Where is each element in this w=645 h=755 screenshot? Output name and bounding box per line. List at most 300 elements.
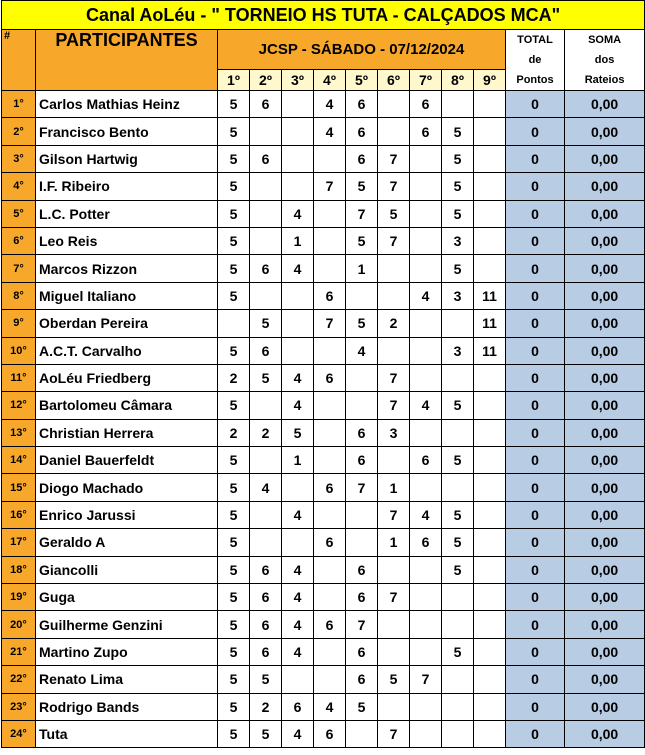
round-score-cell: 1 <box>378 529 410 556</box>
participant-name: Francisco Bento <box>36 118 218 145</box>
soma-rateios-cell: 0,00 <box>565 364 645 391</box>
round-score-cell: 5 <box>442 447 474 474</box>
round-score-cell <box>474 419 506 446</box>
soma-rateios-cell: 0,00 <box>565 282 645 309</box>
round-score-cell: 6 <box>250 556 282 583</box>
round-score-cell: 5 <box>218 584 250 611</box>
round-score-cell: 7 <box>378 501 410 528</box>
round-score-cell <box>314 419 346 446</box>
round-score-cell <box>378 447 410 474</box>
round-score-cell: 5 <box>442 255 474 282</box>
position-cell: 9° <box>2 310 36 337</box>
round-score-cell <box>410 145 442 172</box>
round-score-cell <box>282 173 314 200</box>
table-row <box>2 310 645 337</box>
round-score-cell <box>250 173 282 200</box>
round-score-cell: 11 <box>474 282 506 309</box>
total-points-cell: 0 <box>506 337 565 364</box>
round-score-cell: 7 <box>314 173 346 200</box>
round-score-cell: 6 <box>410 447 442 474</box>
table-row <box>2 282 645 309</box>
round-score-cell <box>314 145 346 172</box>
round-score-cell <box>346 282 378 309</box>
position-cell: 23° <box>2 693 36 720</box>
total-points-cell: 0 <box>506 584 565 611</box>
total-points-cell: 0 <box>506 474 565 501</box>
position-cell: 8° <box>2 282 36 309</box>
total-points-cell: 0 <box>506 364 565 391</box>
round-score-cell <box>474 720 506 747</box>
table-row <box>2 666 645 693</box>
participant-name: Marcos Rizzon <box>36 255 218 282</box>
table-row <box>2 638 645 665</box>
round-score-cell: 5 <box>346 173 378 200</box>
table-row <box>2 584 645 611</box>
round-header: 2º <box>250 70 282 91</box>
round-score-cell: 6 <box>250 337 282 364</box>
round-score-cell <box>474 638 506 665</box>
table-row <box>2 720 645 747</box>
participant-name: Oberdan Pereira <box>36 310 218 337</box>
table-row <box>2 227 645 254</box>
round-score-cell <box>474 556 506 583</box>
round-score-cell: 5 <box>218 529 250 556</box>
round-header: 6º <box>378 70 410 91</box>
round-score-cell <box>346 720 378 747</box>
round-score-cell <box>442 611 474 638</box>
table-row <box>2 529 645 556</box>
round-score-cell: 6 <box>410 118 442 145</box>
round-score-cell: 6 <box>314 474 346 501</box>
round-score-cell <box>314 666 346 693</box>
round-score-cell <box>474 364 506 391</box>
round-score-cell <box>378 282 410 309</box>
round-score-cell: 5 <box>346 693 378 720</box>
total-points-cell: 0 <box>506 666 565 693</box>
position-cell: 12° <box>2 392 36 419</box>
round-score-cell <box>474 118 506 145</box>
round-score-cell: 7 <box>346 474 378 501</box>
round-score-cell: 4 <box>314 693 346 720</box>
sheet-title: Canal AoLéu - " TORNEIO HS TUTA - CALÇADOS MCA" <box>2 1 645 30</box>
table-row <box>2 255 645 282</box>
round-score-cell: 1 <box>378 474 410 501</box>
total-header-line: TOTAL <box>517 34 553 46</box>
round-score-cell: 6 <box>314 529 346 556</box>
table-row <box>2 364 645 391</box>
round-score-cell <box>410 364 442 391</box>
round-score-cell: 2 <box>250 419 282 446</box>
round-score-cell: 5 <box>250 310 282 337</box>
round-score-cell: 3 <box>442 282 474 309</box>
round-score-cell <box>282 337 314 364</box>
round-score-cell: 6 <box>346 145 378 172</box>
round-score-cell <box>378 118 410 145</box>
round-score-cell: 4 <box>410 282 442 309</box>
participant-name: Geraldo A <box>36 529 218 556</box>
round-score-cell: 5 <box>218 501 250 528</box>
soma-rateios-cell: 0,00 <box>565 720 645 747</box>
soma-rateios-cell: 0,00 <box>565 310 645 337</box>
round-header: 3º <box>282 70 314 91</box>
round-score-cell: 6 <box>346 91 378 118</box>
round-score-cell: 5 <box>218 118 250 145</box>
round-score-cell: 5 <box>346 310 378 337</box>
round-score-cell: 4 <box>314 91 346 118</box>
position-cell: 4° <box>2 173 36 200</box>
round-score-cell: 5 <box>218 720 250 747</box>
round-score-cell: 5 <box>442 173 474 200</box>
table-row <box>2 91 645 118</box>
round-score-cell: 5 <box>250 666 282 693</box>
position-cell: 18° <box>2 556 36 583</box>
total-points-cell: 0 <box>506 611 565 638</box>
round-score-cell <box>410 556 442 583</box>
soma-rateios-cell: 0,00 <box>565 145 645 172</box>
round-score-cell: 7 <box>378 584 410 611</box>
participant-name: Tuta <box>36 720 218 747</box>
round-score-cell: 3 <box>442 227 474 254</box>
position-cell: 15° <box>2 474 36 501</box>
round-score-cell: 5 <box>218 693 250 720</box>
round-score-cell <box>474 145 506 172</box>
round-score-cell <box>474 392 506 419</box>
soma-rateios-cell: 0,00 <box>565 200 645 227</box>
round-score-cell: 4 <box>282 720 314 747</box>
table-row <box>2 392 645 419</box>
total-points-cell: 0 <box>506 145 565 172</box>
round-score-cell: 7 <box>314 310 346 337</box>
round-score-cell <box>314 337 346 364</box>
participant-name: Leo Reis <box>36 227 218 254</box>
round-score-cell <box>282 91 314 118</box>
soma-rateios-cell: 0,00 <box>565 611 645 638</box>
round-score-cell <box>410 255 442 282</box>
round-score-cell: 6 <box>282 693 314 720</box>
round-score-cell <box>378 611 410 638</box>
participant-name: Rodrigo Bands <box>36 693 218 720</box>
total-points-cell: 0 <box>506 255 565 282</box>
position-cell: 17° <box>2 529 36 556</box>
participant-name: Carlos Mathias Heinz <box>36 91 218 118</box>
round-score-cell: 5 <box>378 200 410 227</box>
round-score-cell: 6 <box>314 611 346 638</box>
participant-name: I.F. Ribeiro <box>36 173 218 200</box>
round-score-cell: 6 <box>250 638 282 665</box>
total-points-cell: 0 <box>506 638 565 665</box>
round-score-cell: 6 <box>410 529 442 556</box>
participants-header: PARTICIPANTES <box>36 30 218 91</box>
round-score-cell: 5 <box>442 638 474 665</box>
total-points-cell: 0 <box>506 118 565 145</box>
position-cell: 24° <box>2 720 36 747</box>
table-row <box>2 200 645 227</box>
round-score-cell: 2 <box>378 310 410 337</box>
round-score-cell: 4 <box>282 200 314 227</box>
round-score-cell: 7 <box>346 200 378 227</box>
round-score-cell <box>346 501 378 528</box>
round-score-cell <box>282 529 314 556</box>
round-score-cell <box>474 91 506 118</box>
position-cell: 22° <box>2 666 36 693</box>
round-score-cell <box>410 310 442 337</box>
soma-rateios-cell: 0,00 <box>565 693 645 720</box>
round-score-cell <box>410 200 442 227</box>
round-score-cell: 5 <box>218 282 250 309</box>
round-score-cell <box>282 118 314 145</box>
round-score-cell: 6 <box>314 282 346 309</box>
round-score-cell: 1 <box>282 227 314 254</box>
round-score-cell <box>314 255 346 282</box>
round-score-cell <box>314 556 346 583</box>
round-score-cell: 4 <box>250 474 282 501</box>
round-score-cell: 5 <box>218 200 250 227</box>
round-score-cell: 1 <box>282 447 314 474</box>
table-row <box>2 447 645 474</box>
round-score-cell: 7 <box>378 720 410 747</box>
round-score-cell: 5 <box>218 392 250 419</box>
round-score-cell: 5 <box>282 419 314 446</box>
tournament-table <box>1 0 645 748</box>
round-score-cell: 5 <box>218 173 250 200</box>
table-row <box>2 145 645 172</box>
round-score-cell: 11 <box>474 337 506 364</box>
total-points-cell: 0 <box>506 693 565 720</box>
round-score-cell: 5 <box>218 91 250 118</box>
table-row <box>2 118 645 145</box>
round-score-cell: 5 <box>442 200 474 227</box>
round-score-cell <box>410 173 442 200</box>
round-score-cell <box>378 556 410 583</box>
event-date-header: JCSP - SÁBADO - 07/12/2024 <box>218 30 506 70</box>
round-score-cell: 6 <box>346 419 378 446</box>
round-score-cell: 4 <box>282 501 314 528</box>
total-points-cell: 0 <box>506 310 565 337</box>
table-row <box>2 501 645 528</box>
total-points-cell: 0 <box>506 200 565 227</box>
soma-header-line: dos <box>594 54 615 66</box>
round-score-cell: 5 <box>218 556 250 583</box>
round-score-cell: 5 <box>218 447 250 474</box>
participant-name: Gilson Hartwig <box>36 145 218 172</box>
round-score-cell: 5 <box>218 227 250 254</box>
round-score-cell: 6 <box>250 145 282 172</box>
round-score-cell <box>346 529 378 556</box>
round-score-cell <box>442 666 474 693</box>
round-score-cell <box>314 501 346 528</box>
participant-name: A.C.T. Carvalho <box>36 337 218 364</box>
soma-rateios-cell: 0,00 <box>565 666 645 693</box>
position-cell: 14° <box>2 447 36 474</box>
round-score-cell: 7 <box>378 145 410 172</box>
round-score-cell <box>378 337 410 364</box>
round-score-cell <box>474 501 506 528</box>
round-score-cell <box>314 584 346 611</box>
table-row <box>2 693 645 720</box>
round-score-cell: 5 <box>442 529 474 556</box>
total-header-line: Pontos <box>516 74 554 86</box>
round-score-cell: 4 <box>346 337 378 364</box>
position-cell: 7° <box>2 255 36 282</box>
round-header: 9º <box>474 70 506 91</box>
round-score-cell: 7 <box>410 666 442 693</box>
round-score-cell: 6 <box>250 91 282 118</box>
round-header: 1º <box>218 70 250 91</box>
round-score-cell: 6 <box>346 447 378 474</box>
table-row <box>2 419 645 446</box>
participant-name: Diogo Machado <box>36 474 218 501</box>
round-score-cell <box>410 337 442 364</box>
round-score-cell <box>442 474 474 501</box>
position-cell: 21° <box>2 638 36 665</box>
round-score-cell <box>314 227 346 254</box>
total-header-line: de <box>528 54 542 66</box>
soma-rateios-cell: 0,00 <box>565 474 645 501</box>
round-score-cell: 5 <box>442 556 474 583</box>
round-score-cell: 5 <box>218 611 250 638</box>
position-cell: 11° <box>2 364 36 391</box>
participant-name: Renato Lima <box>36 666 218 693</box>
round-score-cell <box>314 638 346 665</box>
round-score-cell: 5 <box>218 638 250 665</box>
round-score-cell <box>282 474 314 501</box>
round-score-cell <box>474 584 506 611</box>
total-points-cell: 0 <box>506 556 565 583</box>
soma-rateios-cell: 0,00 <box>565 638 645 665</box>
round-score-cell: 6 <box>250 584 282 611</box>
round-score-cell <box>474 255 506 282</box>
total-points-cell: 0 <box>506 227 565 254</box>
round-score-cell: 5 <box>250 364 282 391</box>
round-score-cell <box>314 447 346 474</box>
round-score-cell: 5 <box>218 474 250 501</box>
round-score-cell <box>474 227 506 254</box>
round-score-cell <box>442 419 474 446</box>
round-score-cell: 7 <box>378 227 410 254</box>
participant-name: Christian Herrera <box>36 419 218 446</box>
participant-name: Daniel Bauerfeldt <box>36 447 218 474</box>
position-cell: 20° <box>2 611 36 638</box>
round-score-cell: 4 <box>282 556 314 583</box>
round-score-cell: 2 <box>218 364 250 391</box>
round-score-cell <box>250 501 282 528</box>
soma-rateios-cell: 0,00 <box>565 447 645 474</box>
round-score-cell <box>442 693 474 720</box>
participant-name: Martino Zupo <box>36 638 218 665</box>
round-score-cell: 6 <box>314 720 346 747</box>
round-score-cell <box>282 145 314 172</box>
round-score-cell <box>474 666 506 693</box>
round-score-cell: 7 <box>378 364 410 391</box>
total-points-cell: 0 <box>506 419 565 446</box>
round-score-cell: 5 <box>346 227 378 254</box>
total-points-header <box>506 30 565 91</box>
round-score-cell <box>474 693 506 720</box>
total-points-cell: 0 <box>506 91 565 118</box>
round-score-cell <box>442 310 474 337</box>
round-score-cell: 5 <box>218 666 250 693</box>
participant-name: AoLéu Friedberg <box>36 364 218 391</box>
round-header: 7º <box>410 70 442 91</box>
round-score-cell: 5 <box>442 501 474 528</box>
round-score-cell: 6 <box>346 556 378 583</box>
total-points-cell: 0 <box>506 447 565 474</box>
round-score-cell <box>282 310 314 337</box>
table-row <box>2 173 645 200</box>
round-score-cell <box>314 392 346 419</box>
round-score-cell: 2 <box>218 419 250 446</box>
round-score-cell <box>378 693 410 720</box>
round-score-cell <box>250 529 282 556</box>
soma-rateios-cell: 0,00 <box>565 584 645 611</box>
round-header: 4º <box>314 70 346 91</box>
round-score-cell: 3 <box>442 337 474 364</box>
round-score-cell <box>410 693 442 720</box>
round-score-cell: 4 <box>410 501 442 528</box>
table-row <box>2 474 645 501</box>
position-cell: 16° <box>2 501 36 528</box>
round-score-cell <box>250 392 282 419</box>
position-cell: 2° <box>2 118 36 145</box>
position-cell: 19° <box>2 584 36 611</box>
round-score-cell: 4 <box>282 364 314 391</box>
round-score-cell: 6 <box>346 638 378 665</box>
round-header: 8º <box>442 70 474 91</box>
round-score-cell: 7 <box>346 611 378 638</box>
round-score-cell <box>410 720 442 747</box>
table-row <box>2 556 645 583</box>
round-score-cell: 5 <box>378 666 410 693</box>
total-points-cell: 0 <box>506 501 565 528</box>
round-score-cell: 4 <box>282 392 314 419</box>
round-score-cell: 11 <box>474 310 506 337</box>
round-score-cell: 1 <box>346 255 378 282</box>
round-score-cell <box>250 200 282 227</box>
soma-header-line: Rateios <box>584 74 625 86</box>
round-score-cell <box>442 720 474 747</box>
round-score-cell: 7 <box>378 173 410 200</box>
participant-name: L.C. Potter <box>36 200 218 227</box>
round-score-cell <box>250 118 282 145</box>
total-points-cell: 0 <box>506 392 565 419</box>
round-score-cell <box>250 447 282 474</box>
round-score-cell: 6 <box>346 118 378 145</box>
round-score-cell: 4 <box>410 392 442 419</box>
soma-rateios-cell: 0,00 <box>565 337 645 364</box>
round-score-cell: 4 <box>282 638 314 665</box>
round-score-cell <box>410 584 442 611</box>
round-score-cell: 6 <box>346 584 378 611</box>
round-score-cell <box>474 529 506 556</box>
round-score-cell <box>474 200 506 227</box>
round-score-cell: 6 <box>410 91 442 118</box>
round-score-cell: 6 <box>250 611 282 638</box>
soma-rateios-cell: 0,00 <box>565 255 645 282</box>
round-score-cell <box>346 392 378 419</box>
soma-rateios-cell: 0,00 <box>565 529 645 556</box>
round-score-cell <box>442 91 474 118</box>
participant-name: Guilherme Genzini <box>36 611 218 638</box>
total-points-cell: 0 <box>506 720 565 747</box>
soma-rateios-cell: 0,00 <box>565 118 645 145</box>
participant-name: Enrico Jarussi <box>36 501 218 528</box>
round-score-cell <box>474 611 506 638</box>
round-score-cell <box>282 282 314 309</box>
round-score-cell <box>410 611 442 638</box>
round-score-cell <box>282 666 314 693</box>
soma-rateios-cell: 0,00 <box>565 91 645 118</box>
total-points-cell: 0 <box>506 529 565 556</box>
